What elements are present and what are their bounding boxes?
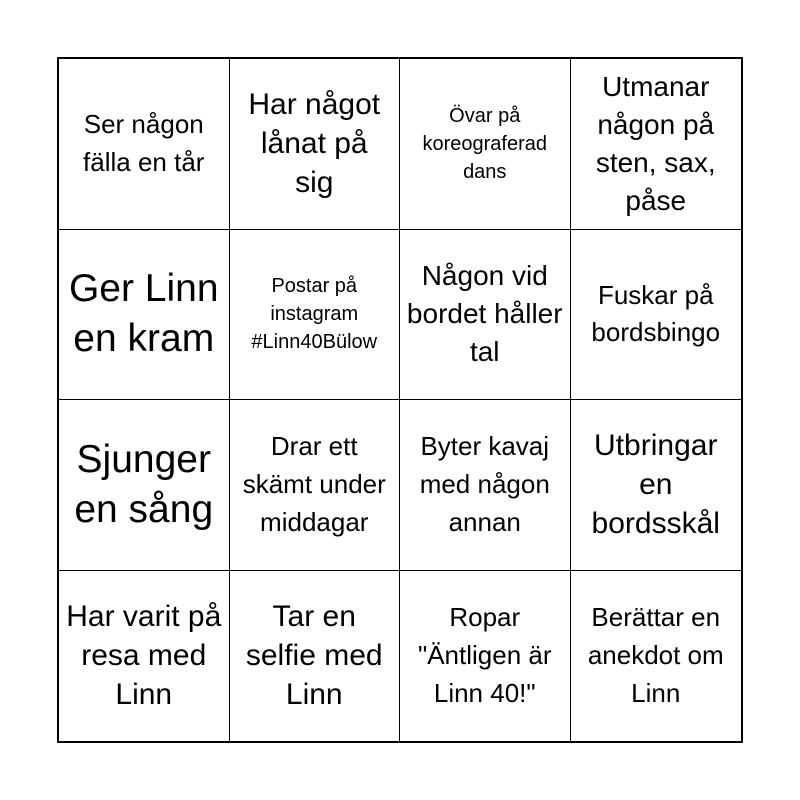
bingo-cell-text: Har något lånat på sig [248, 88, 381, 200]
bingo-cell-text: Sjunger en sång [74, 437, 214, 531]
bingo-cell-text: Ser någon fälla en tår [83, 109, 205, 177]
bingo-cell[interactable] [59, 230, 230, 401]
bingo-cell[interactable] [571, 59, 742, 230]
bingo-board [57, 57, 743, 743]
bingo-cell[interactable] [571, 571, 742, 742]
bingo-cell[interactable] [400, 59, 571, 230]
bingo-cell[interactable] [571, 400, 742, 571]
bingo-cell[interactable] [400, 571, 571, 742]
bingo-cell-text: Ropar "Äntligen är Linn 40!" [417, 602, 552, 708]
bingo-cell[interactable] [571, 230, 742, 401]
bingo-cell[interactable] [230, 571, 401, 742]
bingo-cell[interactable] [59, 59, 230, 230]
bingo-cell-text: Har varit på resa med Linn [66, 600, 222, 712]
bingo-cell-text: Postar på instagram #Linn40Bülow [251, 275, 378, 354]
bingo-cell[interactable] [59, 400, 230, 571]
bingo-cell-text: Drar ett skämt under middagar [242, 431, 386, 537]
bingo-cell[interactable] [230, 230, 401, 401]
bingo-cell-text: Utbringar en bordsskål [591, 429, 720, 541]
bingo-cell-text: Byter kavaj med någon annan [419, 431, 550, 537]
bingo-cell-text: Fuskar på bordsbingo [591, 279, 721, 348]
bingo-cell[interactable] [230, 400, 401, 571]
bingo-cell-text: Utmanar någon på sten, sax, påse [595, 70, 716, 216]
bingo-cell-text: Tar en selfie med Linn [245, 600, 383, 712]
bingo-cell-text: Någon vid bordet håller tal [406, 260, 563, 368]
bingo-cell[interactable] [400, 400, 571, 571]
bingo-cell[interactable] [59, 571, 230, 742]
bingo-cell-text: Övar på koreograferad dans [422, 104, 548, 183]
bingo-cell-text: Berättar en anekdot om Linn [587, 602, 724, 708]
bingo-cell[interactable] [230, 59, 401, 230]
bingo-cell[interactable] [400, 230, 571, 401]
bingo-cell-text: Ger Linn en kram [68, 267, 219, 361]
